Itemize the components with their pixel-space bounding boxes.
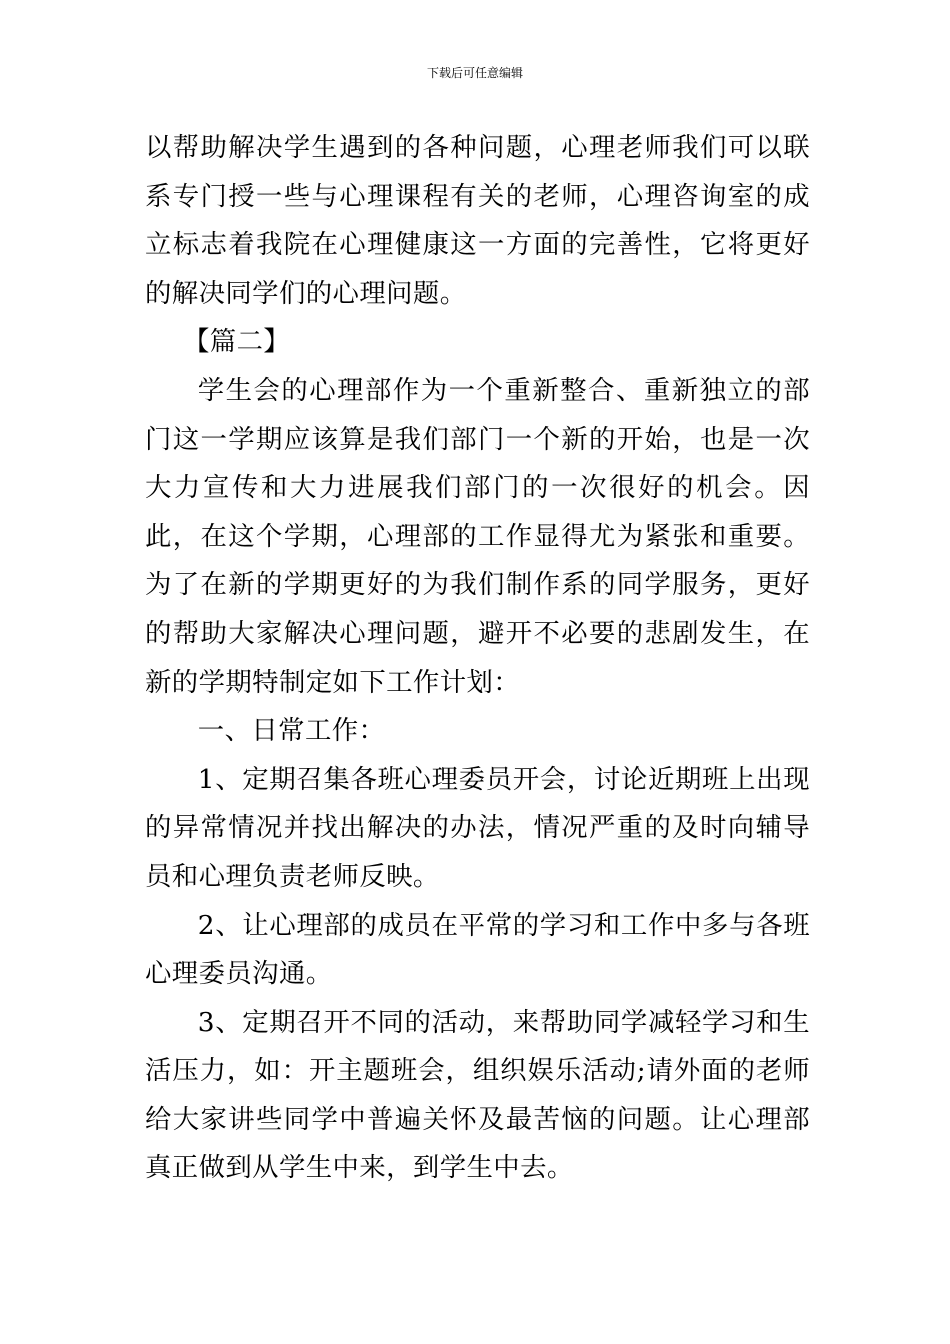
paragraph-continuation: 以帮助解决学生遇到的各种问题，心理老师我们可以联系专门授一些与心理课程有关的老师，心理咨询室的成立标志着我院在心理健康这一方面的完善性，它将更好的解决同学们的心理问题。 [145, 132, 810, 309]
section-heading: 【篇二】 [183, 326, 291, 358]
list-item-1: 1、定期召集各班心理委员开会，讨论近期班上出现的异常情况并找出解决的办法，情况严重的及时向辅导员和心理负责老师反映。 [145, 763, 810, 892]
list-item-2: 2、让心理部的成员在平常的学习和工作中多与各班心理委员沟通。 [145, 909, 810, 990]
paragraph-intro: 学生会的心理部作为一个重新整合、重新独立的部门这一学期应该算是我们部门一个新的开始，也是一次大力宣传和大力进展我们部门的一次很好的机会。因此，在这个学期，心理部的工作显得尤为紧张和重要。为了在新的学期更好的为我们制作系的同学服务，更好的帮助大家解决心理问题，避开不必要的悲剧发生，在新的学期特制定如下工作计划： [145, 374, 810, 698]
document-body [145, 124, 810, 1193]
page-header-note: 下载后可任意编辑 [426, 66, 523, 80]
list-item-3: 3、定期召开不同的活动，来帮助同学减轻学习和生活压力，如：开主题班会，组织娱乐活动;请外面的老师给大家讲些同学中普遍关怀及最苦恼的问题。让心理部真正做到从学生中来，到学生中去。 [145, 1006, 810, 1184]
subsection-heading: 一、日常工作： [197, 715, 386, 747]
